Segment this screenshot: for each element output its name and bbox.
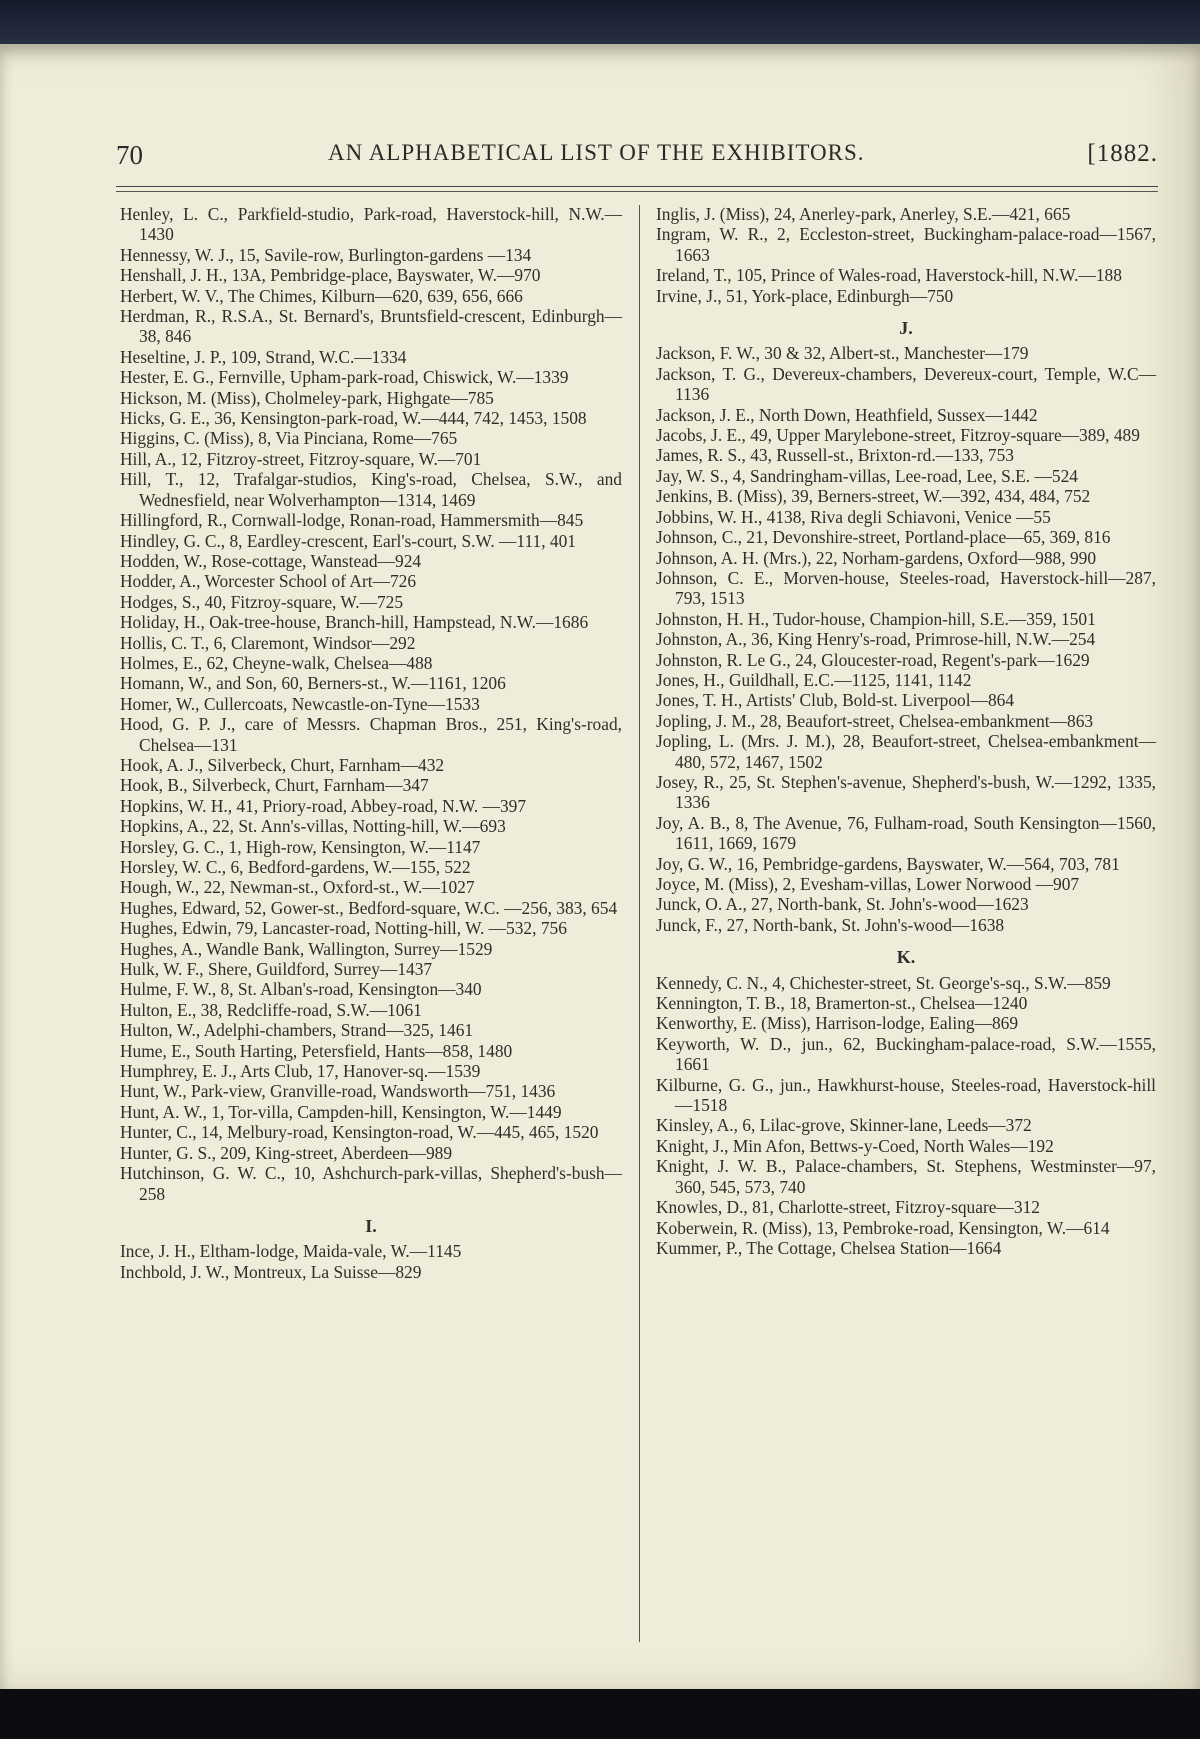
exhibitor-entry: Junck, O. A., 27, North-bank, St. John's-wood—1623 [656,894,1029,915]
exhibitor-entry: James, R. S., 43, Russell-st., Brixton-rd.—133, 753 [656,445,1014,466]
exhibitor-entry: Keyworth, W. D., jun., 62, Buckingham-palace-road, S.W.—1555, 1661 [656,1033,1156,1075]
exhibitor-entry: Josey, R., 25, St. Stephen's-avenue, Shepherd's-bush, W.—1292, 1335, 1336 [656,771,1156,813]
exhibitor-entry: Inchbold, J. W., Montreux, La Suisse—829 [120,1261,422,1282]
exhibitor-entry: Hook, B., Silverbeck, Churt, Farnham—347 [120,775,429,796]
section-letter: K. [896,947,916,968]
exhibitor-entry: Knight, J. W. B., Palace-chambers, St. Stephens, Westminster—97, 360, 545, 573, 740 [656,1156,1156,1197]
exhibitor-entry: Higgins, C. (Miss), 8, Via Pinciana, Rome—765 [120,428,458,449]
running-title: AN ALPHABETICAL LIST OF THE EXHIBITORS. [328,140,865,165]
exhibitor-entry: Jackson, J. E., North Down, Heathfield, Sussex—1442 [656,404,1038,425]
exhibitor-entry: Hicks, G. E., 36, Kensington-park-road, W.—444, 742, 1453, 1508 [120,408,587,429]
exhibitor-entry: Hill, A., 12, Fitzroy-street, Fitzroy-square, W.—701 [120,448,482,469]
exhibitor-entry: Herbert, W. V., The Chimes, Kilburn—620, 639, 656, 666 [120,285,523,306]
exhibitor-entry: Jenkins, B. (Miss), 39, Berners-street, W.—392, 434, 484, 752 [656,486,1091,507]
exhibitor-entry: Kennington, T. B., 18, Bramerton-st., Chelsea—1240 [656,993,1028,1014]
exhibitor-entry: Jones, T. H., Artists' Club, Bold-st. Liverpool—864 [656,690,1015,711]
exhibitor-entry: Hodges, S., 40, Fitzroy-square, W.—725 [120,591,404,612]
exhibitor-entry: Holmes, E., 62, Cheyne-walk, Chelsea—488 [120,652,433,673]
exhibitor-entry: Hollis, C. T., 6, Claremont, Windsor—292 [120,632,416,653]
section-letter: I. [365,1215,377,1236]
header-rule-top [116,186,1158,187]
exhibitor-entry: Knight, J., Min Afon, Bettws-y-Coed, North Wales—192 [656,1135,1054,1156]
exhibitor-entry: Hodder, A., Worcester School of Art—726 [120,571,417,592]
exhibitor-entry: Joy, A. B., 8, The Avenue, 76, Fulham-road, South Kensington—1560, 1611, 1669, 1679 [656,812,1156,854]
exhibitor-entry: Johnson, C. E., Morven-house, Steeles-road, Haverstock-hill—287, 793, 1513 [656,567,1156,609]
exhibitor-entry: Jopling, L. (Mrs. J. M.), 28, Beaufort-street, Chelsea-embankment—480, 572, 1467, 1502 [656,731,1156,772]
exhibitor-entry: Hulton, W., Adelphi-chambers, Strand—325, 1461 [120,1020,474,1041]
exhibitor-entry: Jacobs, J. E., 49, Upper Marylebone-street, Fitzroy-square—389, 489 [656,425,1140,446]
exhibitor-entry: Hughes, A., Wandle Bank, Wallington, Surrey—1529 [120,938,493,959]
section-letter: J. [899,318,913,339]
exhibitor-entry: Horsley, W. C., 6, Bedford-gardens, W.—155, 522 [120,857,471,877]
exhibitor-entry: Hughes, Edward, 52, Gower-st., Bedford-square, W.C. —256, 383, 654 [120,897,618,918]
page-header [116,140,1158,180]
exhibitor-entry: Hood, G. P. J., care of Messrs. Chapman Bros., 251, King's-road, Chelsea—131 [120,714,622,755]
exhibitor-entry: Hutchinson, G. W. C., 10, Ashchurch-park-villas, Shepherd's-bush—258 [120,1163,622,1204]
exhibitor-entry: Jackson, T. G., Devereux-chambers, Devereux-court, Temple, W.C—1136 [656,363,1156,405]
exhibitor-entry: Henley, L. C., Parkfield-studio, Park-road, Haverstock-hill, N.W.—1430 [120,204,622,245]
exhibitor-entry: Kennedy, C. N., 4, Chichester-street, St. George's-sq., S.W.—859 [656,972,1111,993]
exhibitor-entry: Inglis, J. (Miss), 24, Anerley-park, Anerley, S.E.—421, 665 [656,204,1071,224]
right-column [656,204,1156,1258]
exhibitor-entry: Hulton, E., 38, Redcliffe-road, S.W.—1061 [120,999,422,1020]
exhibitor-entry: Kilburne, G. G., jun., Hawkhurst-house, Steeles-road, Haverstock-hill—1518 [656,1074,1156,1116]
exhibitor-entry: Hester, E. G., Fernville, Upham-park-road, Chiswick, W.—1339 [120,367,569,388]
exhibitor-entry: Joyce, M. (Miss), 2, Evesham-villas, Lower Norwood —907 [656,874,1080,894]
exhibitor-entry: Johnson, C., 21, Devonshire-street, Portland-place—65, 369, 816 [656,527,1111,548]
exhibitor-entry: Hunt, W., Park-view, Granville-road, Wandsworth—751, 1436 [120,1081,556,1102]
exhibitor-entry: Hume, E., South Harting, Petersfield, Hants—858, 1480 [120,1040,513,1061]
exhibitor-entry: Hindley, G. C., 8, Eardley-crescent, Earl's-court, S.W. —111, 401 [120,530,576,551]
exhibitor-entry: Kummer, P., The Cottage, Chelsea Station—1664 [656,1237,1002,1258]
page-number: 70 [116,140,143,170]
exhibitor-entry: Irvine, J., 51, York-place, Edinburgh—750 [656,285,954,306]
exhibitor-entry: Johnson, A. H. (Mrs.), 22, Norham-gardens, Oxford—988, 990 [656,547,1097,568]
exhibitor-entry: Herdman, R., R.S.A., St. Bernard's, Bruntsfield-crescent, Edinburgh—38, 846 [120,306,622,347]
exhibitor-entry: Humphrey, E. J., Arts Club, 17, Hanover-sq.—1539 [120,1061,481,1082]
exhibitor-entry: Hodden, W., Rose-cottage, Wanstead—924 [120,550,422,571]
exhibitor-entry: Knowles, D., 81, Charlotte-street, Fitzroy-square—312 [656,1197,1040,1218]
exhibitor-entry: Hulme, F. W., 8, St. Alban's-road, Kensington—340 [120,979,482,1000]
exhibitor-entry: Johnston, R. Le G., 24, Gloucester-road, Regent's-park—1629 [656,649,1090,670]
page-year: [1882. [1087,140,1158,167]
exhibitor-entry: Hunt, A. W., 1, Tor-villa, Campden-hill, Kensington, W.—1449 [120,1101,562,1122]
exhibitor-entry: Johnston, A., 36, King Henry's-road, Primrose-hill, N.W.—254 [656,629,1096,650]
exhibitor-entry: Ingram, W. R., 2, Eccleston-street, Buckingham-palace-road—1567, 1663 [656,224,1156,265]
exhibitor-entry: Jackson, F. W., 30 & 32, Albert-st., Manchester—179 [656,343,1029,364]
exhibitor-entry: Hughes, Edwin, 79, Lancaster-road, Notting-hill, W. —532, 756 [120,918,567,939]
exhibitor-entry: Hennessy, W. J., 15, Savile-row, Burlington-gardens —134 [120,244,532,265]
column-divider [639,205,640,1642]
exhibitor-entry: Ireland, T., 105, Prince of Wales-road, Haverstock-hill, N.W.—188 [656,265,1122,286]
exhibitor-entry: Jopling, J. M., 28, Beaufort-street, Chelsea-embankment—863 [656,710,1094,731]
exhibitor-entry: Johnston, H. H., Tudor-house, Champion-hill, S.E.—359, 1501 [656,608,1096,629]
exhibitor-entry: Hunter, C., 14, Melbury-road, Kensington-road, W.—445, 465, 1520 [120,1122,599,1143]
exhibitor-entry: Ince, J. H., Eltham-lodge, Maida-vale, W.—1145 [120,1241,462,1262]
header-rule-bottom [116,191,1158,192]
exhibitor-entry: Junck, F., 27, North-bank, St. John's-wood—1638 [656,914,1005,935]
exhibitor-entry: Jones, H., Guildhall, E.C.—1125, 1141, 1142 [656,669,972,690]
exhibitor-entry: Hopkins, A., 22, St. Ann's-villas, Notting-hill, W.—693 [120,816,506,837]
exhibitor-entry: Jay, W. S., 4, Sandringham-villas, Lee-road, Lee, S.E. —524 [656,465,1078,486]
exhibitor-entry: Hulk, W. F., Shere, Guildford, Surrey—1437 [120,959,433,980]
exhibitor-entry: Hopkins, W. H., 41, Priory-road, Abbey-road, N.W. —397 [120,795,527,816]
exhibitor-entry: Hook, A. J., Silverbeck, Churt, Farnham—432 [120,754,445,775]
exhibitor-entry: Homann, W., and Son, 60, Berners-st., W.—1161, 1206 [120,673,506,694]
exhibitor-entry: Homer, W., Cullercoats, Newcastle-on-Tyne—1533 [120,693,480,714]
exhibitor-entry: Koberwein, R. (Miss), 13, Pembroke-road, Kensington, W.—614 [656,1217,1110,1238]
exhibitor-entry: Horsley, G. C., 1, High-row, Kensington, W.—1147 [120,836,481,857]
bottom-margin-background [0,1689,1200,1739]
exhibitor-entry: Hillingford, R., Cornwall-lodge, Ronan-road, Hammersmith—845 [120,510,584,531]
exhibitor-entry: Hill, T., 12, Trafalgar-studios, King's-road, Chelsea, S.W., and Wednesfield, near Wolverhampton—1314, 1469 [120,469,622,510]
exhibitor-entry: Henshall, J. H., 13A, Pembridge-place, Bayswater, W.—970 [120,265,541,286]
exhibitor-entry: Jobbins, W. H., 4138, Riva degli Schiavoni, Venice —55 [656,506,1051,527]
exhibitor-entry: Joy, G. W., 16, Pembridge-gardens, Bayswater, W.—564, 703, 781 [656,853,1120,874]
exhibitor-entry: Heseltine, J. P., 109, Strand, W.C.—1334 [120,346,407,367]
exhibitor-entry: Holiday, H., Oak-tree-house, Branch-hill, Hampstead, N.W.—1686 [120,612,589,633]
exhibitor-entry: Hough, W., 22, Newman-st., Oxford-st., W.—1027 [120,877,475,898]
left-column [120,204,622,1282]
exhibitor-entry: Kenworthy, E. (Miss), Harrison-lodge, Ealing—869 [656,1013,1019,1034]
exhibitor-entry: Kinsley, A., 6, Lilac-grove, Skinner-lane, Leeds—372 [656,1115,1032,1136]
exhibitor-entry: Hunter, G. S., 209, King-street, Aberdeen—989 [120,1142,453,1163]
exhibitor-entry: Hickson, M. (Miss), Cholmeley-park, Highgate—785 [120,387,494,408]
